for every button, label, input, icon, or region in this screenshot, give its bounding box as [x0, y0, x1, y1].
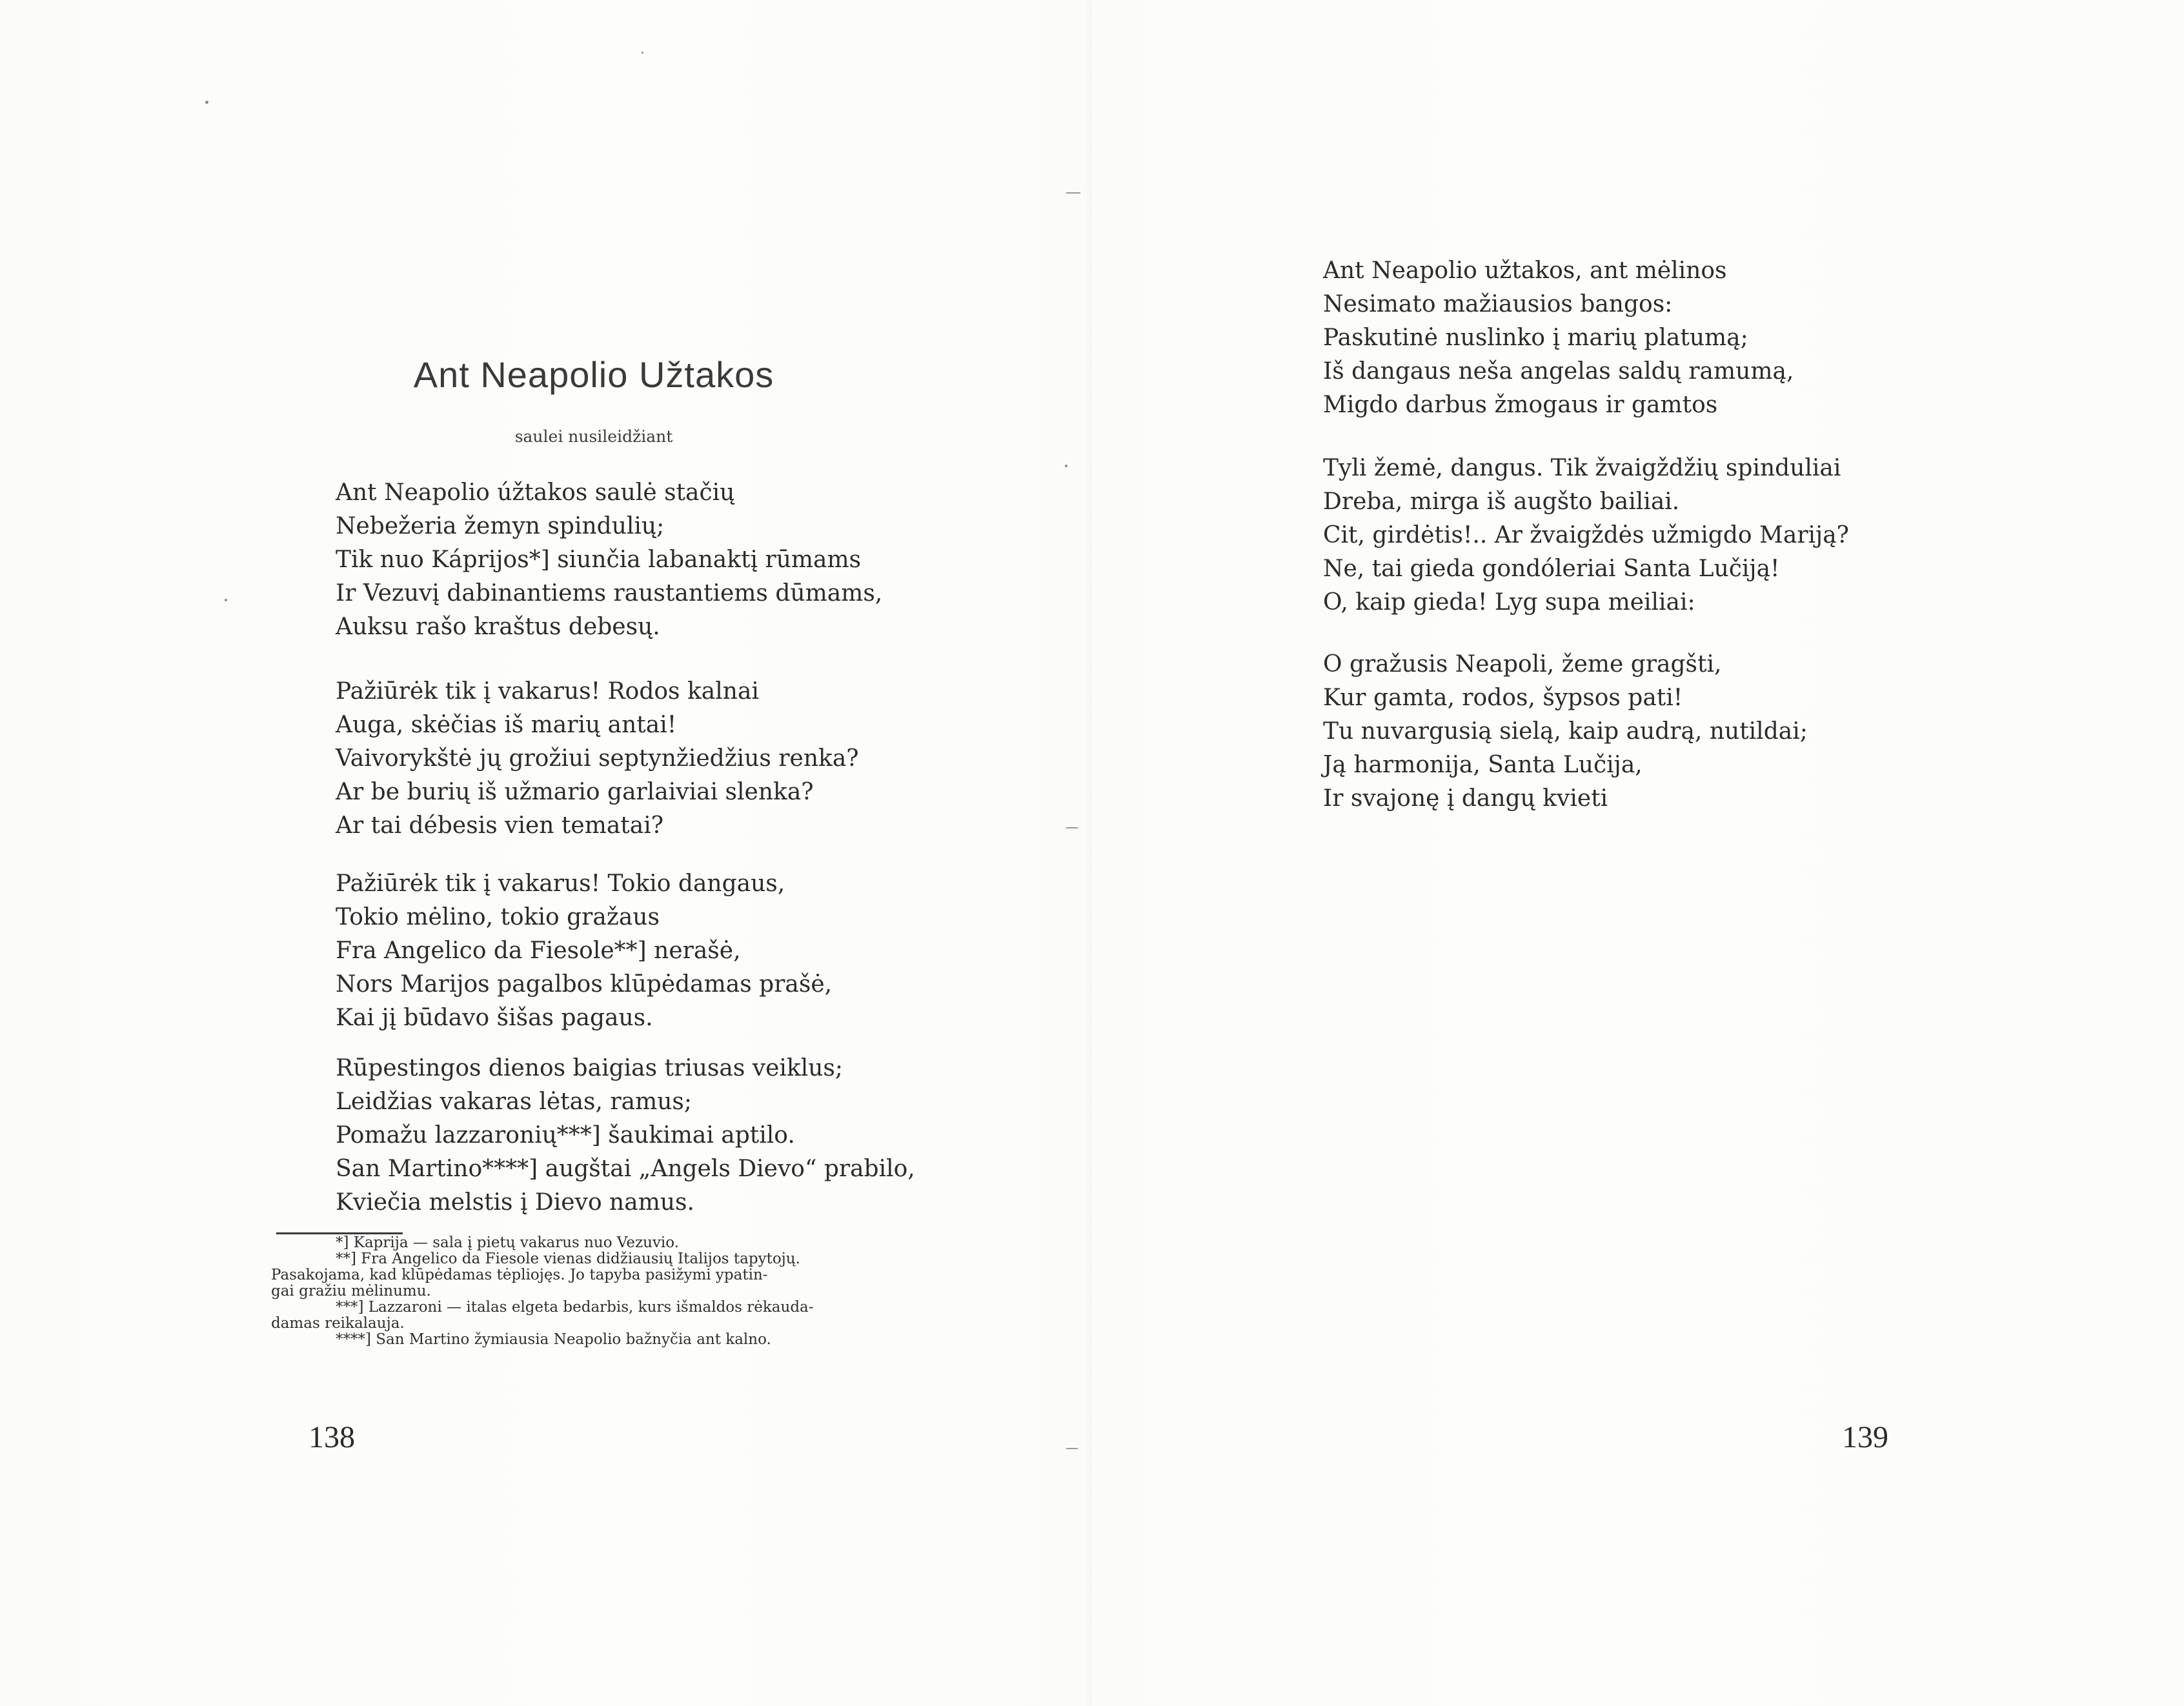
- left-stanza-1: [336, 476, 882, 644]
- poem-line: Kur gamta, rodos, šypsos pati!: [1323, 685, 1683, 711]
- poem-line: Ar tai débesis vien tematai?: [336, 812, 664, 839]
- poem-line: Kai jį būdavo šišas pagaus.: [336, 1005, 653, 1031]
- poem-line: Nebežeria žemyn spindulių;: [336, 513, 665, 539]
- poem-line: O, kaip gieda! Lyg supa meiliai:: [1323, 589, 1695, 616]
- left-stanza-2: [336, 675, 859, 843]
- poem-line: Ant Neapolio úžtakos saulė stačių: [336, 479, 735, 506]
- poem-line: Pažiūrėk tik į vakarus! Tokio dangaus,: [336, 870, 785, 897]
- poem-line: Pažiūrėk tik į vakarus! Rodos kalnai: [336, 678, 759, 705]
- footnotes: [271, 1235, 929, 1348]
- poem-line: Pomažu lazzaronių***] šaukimai aptilo.: [336, 1122, 795, 1149]
- paper-speck: [205, 101, 208, 104]
- right-stanza-2: [1323, 452, 1849, 619]
- poem-line: Ir svajonę į dangų kvieti: [1323, 785, 1608, 812]
- poem-subtitle: saulei nusileidžiant: [514, 427, 673, 446]
- poem-line: Ir Vezuvį dabinantiems raustantiems dūmams,: [336, 580, 883, 607]
- poem-line: Tyli žemė, dangus. Tik žvaigždžių spinduliai: [1323, 455, 1841, 481]
- paper-speck: [1065, 465, 1067, 467]
- poem-line: Paskutinė nuslinko į marių platumą;: [1323, 325, 1748, 351]
- left-stanza-3: [336, 867, 832, 1035]
- poem-line: Iš dangaus neša angelas saldų ramumą,: [1323, 358, 1794, 385]
- poem-line: Ar be burių iš užmario garlaiviai slenka?: [336, 779, 814, 805]
- poem-title: Ant Neapolio Užtakos: [413, 354, 774, 395]
- paper-speck: [225, 599, 227, 601]
- footnote: gai gražiu mėlinumu.: [271, 1283, 431, 1300]
- footnote: ***] Lazzaroni — italas elgeta bedarbis, kurs išmaldos rėkauda-: [336, 1299, 814, 1316]
- footnote: damas reikalauja.: [271, 1315, 405, 1332]
- left-stanza-4: [336, 1052, 915, 1219]
- paper-mark: [1066, 827, 1078, 828]
- poem-line: Vaivorykštė jų grožiui septynžiedžius renka?: [336, 745, 859, 772]
- poem-line: Ne, tai gieda gondóleriai Santa Lučiją!: [1323, 556, 1780, 582]
- footnote: **] Fra Angelico da Fiesole vienas didžiausių Italijos tapytojų.: [336, 1250, 800, 1267]
- right-stanza-1: [1323, 254, 1794, 422]
- poem-line: Tu nuvargusią sielą, kaip audrą, nutildai;: [1323, 718, 1808, 745]
- poem-line: Dreba, mirga iš augšto bailiai.: [1323, 488, 1680, 515]
- poem-line: Auksu rašo kraštus debesų.: [336, 614, 660, 640]
- right-stanza-3: [1323, 648, 1808, 816]
- poem-line: Kviečia melstis į Dievo namus.: [336, 1189, 694, 1216]
- poem-line: Nesimato mažiausios bangos:: [1323, 291, 1673, 317]
- paper-mark: [1066, 1448, 1078, 1449]
- paper-speck: [642, 52, 643, 54]
- poem-line: Fra Angelico da Fiesole**] nerašė,: [336, 938, 741, 964]
- poem-line: Ją harmonija, Santa Lučija,: [1323, 752, 1643, 778]
- poem-line: Leidžias vakaras lėtas, ramus;: [336, 1089, 693, 1115]
- poem-line: Tokio mėlino, tokio gražaus: [336, 904, 660, 930]
- footnote: ****] San Martino žymiausia Neapolio bažnyčia ant kalno.: [336, 1331, 771, 1348]
- poem-line: O gražusis Neapoli, žeme gragšti,: [1323, 651, 1722, 677]
- right-page: [1092, 0, 2184, 1706]
- poem-line: San Martino****] augštai „Angels Dievo“ prabilo,: [336, 1156, 915, 1182]
- poem-line: Auga, skėčias iš marių antai!: [336, 712, 677, 738]
- page-number-left: 138: [308, 1420, 355, 1454]
- poem-line: Ant Neapolio užtakos, ant mėlinos: [1323, 257, 1727, 284]
- footnote: Pasakojama, kad klūpėdamas tėpliojęs. Jo tapyba pasižymi ypatin-: [271, 1267, 768, 1283]
- page-number-right: 139: [1842, 1420, 1888, 1454]
- footnote: *] Kaprija — sala į pietų vakarus nuo Vezuvio.: [336, 1234, 680, 1251]
- poem-line: Rūpestingos dienos baigias triusas veiklus;: [336, 1055, 844, 1081]
- poem-line: Cit, girdėtis!.. Ar žvaigždės užmigdo Mariją?: [1323, 522, 1849, 548]
- poem-line: Nors Marijos pagalbos klūpėdamas prašė,: [336, 971, 833, 998]
- poem-line: Migdo darbus žmogaus ir gamtos: [1323, 392, 1718, 418]
- paper-mark: [1066, 192, 1080, 194]
- poem-line: Tik nuo Káprijos*] siunčia labanaktį rūmams: [336, 547, 862, 573]
